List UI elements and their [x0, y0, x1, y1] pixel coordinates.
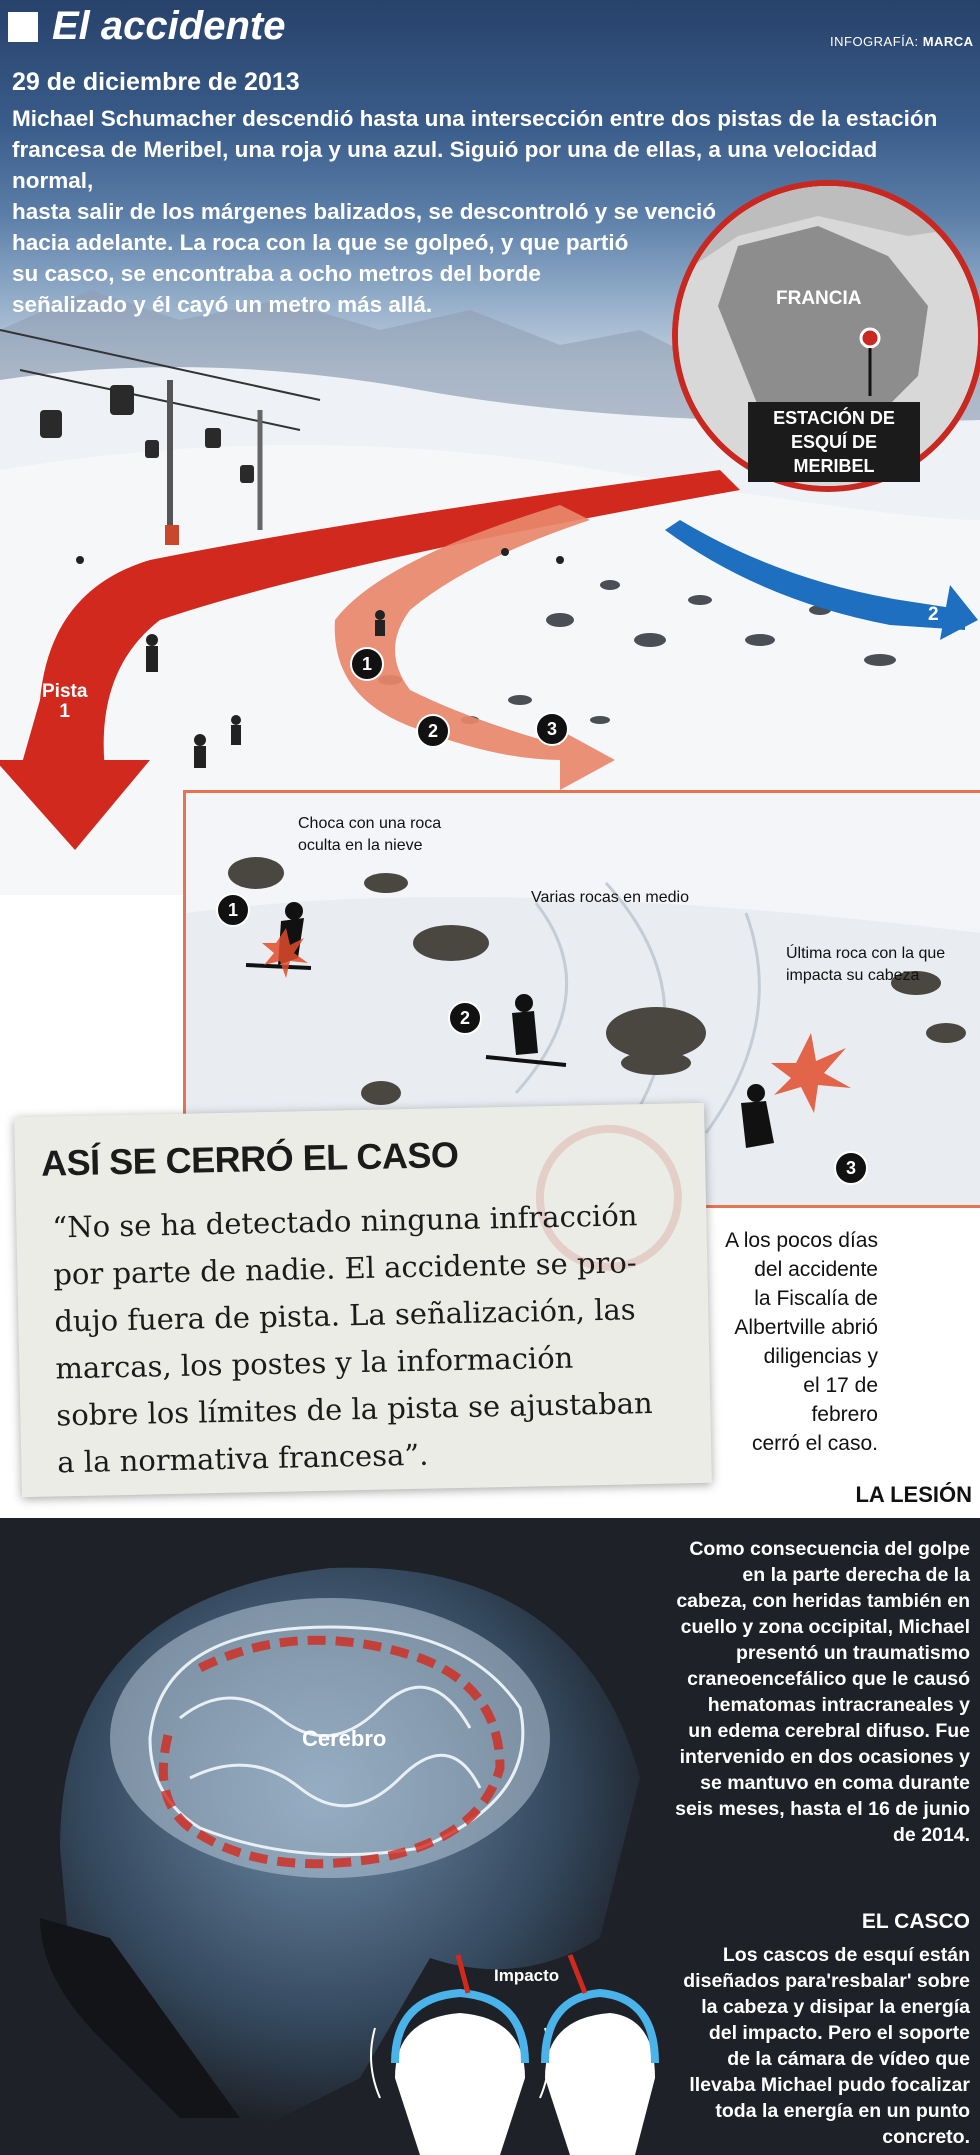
quote-text	[52, 1191, 688, 1486]
inset-marker-3: 3	[834, 1151, 868, 1185]
lesion-line: intervenido en dos ocasiones y	[679, 1746, 970, 1768]
inset-label-3-line: impacta su cabeza	[786, 967, 920, 984]
inset-label-3	[786, 943, 945, 987]
impact-label: Impacto	[494, 1966, 560, 1985]
station-label-line: ESQUÍ DE MERIBEL	[790, 432, 878, 476]
side-note-line: del accidente	[754, 1258, 878, 1281]
accident-date: 29 de diciembre de 2013	[12, 68, 300, 96]
title-square-icon	[8, 12, 38, 42]
case-closed-quote-panel	[14, 1103, 712, 1497]
inset-marker-1: 1	[216, 893, 250, 927]
side-note-line: diligencias y	[763, 1345, 878, 1368]
intro-line: francesa de Meribel, una roja y una azul. Siguió por una de ellas, a una velocidad normal,	[12, 137, 878, 193]
side-note-line: A los pocos días	[725, 1229, 878, 1252]
intro-line: señalizado y él cayó un metro más allá.	[12, 292, 433, 317]
side-note	[700, 1226, 878, 1458]
lesion-line: se mantuvo en coma durante	[700, 1772, 970, 1794]
lesion-line: un edema cerebral difuso. Fue	[688, 1720, 970, 1742]
quote-line: sobre los límites de la pista se ajustaban	[55, 1385, 653, 1433]
helmet-line: Los cascos de esquí están	[722, 1944, 970, 1966]
helmet-line: diseñados para'resbalar' sobre	[683, 1970, 970, 1992]
quote-line: a la normativa francesa”.	[56, 1437, 429, 1480]
lesion-line: hematomas intracraneales y	[707, 1694, 970, 1716]
helmet-line: toda la energía en un punto	[715, 2100, 970, 2122]
helmet-brain-illustration	[0, 1518, 660, 2155]
intro-line: Michael Schumacher descendió hasta una intersección entre dos pistas de la estación	[12, 106, 938, 131]
meribel-location-pin	[861, 329, 879, 347]
inset-label-3-line: Última roca con la que	[786, 945, 946, 962]
helmet-line: concreto.	[882, 2126, 970, 2148]
inset-marker-2: 2	[448, 1001, 482, 1035]
credit-name: MARCA	[922, 34, 974, 49]
marker-1: 1	[350, 647, 384, 681]
lesion-line: Como consecuencia del golpe	[689, 1538, 970, 1560]
marker-3: 3	[535, 712, 569, 746]
helmet-text	[655, 1942, 970, 2150]
quote-line: dujo fuera de pista. La señalización, las	[54, 1292, 636, 1339]
quote-line: marcas, los postes y la información	[55, 1340, 574, 1386]
intro-line: hasta salir de los márgenes balizados, se descontroló y se venció	[12, 199, 717, 224]
pista-1-label-number: 1	[59, 701, 70, 722]
lesion-line: cabeza, con heridas también en	[676, 1590, 970, 1612]
lesion-line: presentó un traumatismo	[735, 1642, 970, 1664]
side-note-line: febrero	[811, 1403, 878, 1426]
intro-line: hacia adelante. La roca con la que se golpeó, y que partió	[12, 230, 629, 255]
brain-label: Cerebro	[302, 1726, 387, 1751]
pista-2-label: 2	[928, 604, 939, 625]
lesion-heading: LA LESIÓN	[855, 1482, 972, 1507]
injury-panel	[0, 1518, 980, 2155]
pista-1-label-text: Pista	[42, 681, 88, 702]
helmet-line: la cabeza y disipar la energía	[701, 1996, 970, 2018]
map-country-label: FRANCIA	[776, 288, 862, 309]
quote-line: “No se ha detectado ninguna infracción	[52, 1198, 638, 1245]
lesion-line: craneoencefálico que le causó	[687, 1668, 970, 1690]
inset-label-1-line: oculta en la nieve	[298, 837, 423, 854]
lesion-text	[655, 1536, 970, 1848]
side-note-line: cerró el caso.	[751, 1432, 878, 1455]
helmet-line: de la cámara de vídeo que	[727, 2048, 970, 2070]
station-label	[748, 402, 920, 482]
credit-prefix: INFOGRAFÍA:	[830, 34, 919, 49]
lesion-line: en la parte derecha de la	[742, 1564, 970, 1586]
intro-line: su casco, se encontraba a ocho metros del borde	[12, 261, 541, 286]
inset-label-1-line: Choca con una roca	[298, 815, 442, 832]
accident-scene-panel	[0, 0, 980, 895]
page-title: El accidente	[52, 4, 286, 48]
lesion-line: de 2014.	[893, 1824, 970, 1846]
inset-label-1	[298, 813, 441, 857]
infographic-credit	[830, 34, 974, 49]
helmet-heading: EL CASCO	[861, 1910, 970, 1933]
quote-title: ASÍ SE CERRÓ EL CASO	[40, 1133, 459, 1184]
side-note-line: la Fiscalía de	[754, 1287, 878, 1310]
pista-1-label	[42, 682, 87, 722]
lesion-line: seis meses, hasta el 16 de junio	[675, 1798, 970, 1820]
station-label-line: ESTACIÓN DE	[773, 408, 895, 428]
inset-label-2: Varias rocas en medio	[531, 889, 689, 906]
marker-2: 2	[416, 714, 450, 748]
helmet-line: del impacto. Pero el soporte	[708, 2022, 970, 2044]
lesion-line: cuello y zona occipital, Michael	[680, 1616, 970, 1638]
quote-line: por parte de nadie. El accidente se pro-	[53, 1245, 637, 1292]
helmet-line: llevaba Michael pudo focalizar	[689, 2074, 970, 2096]
side-note-line: el 17 de	[803, 1374, 878, 1397]
side-note-line: Albertville abrió	[734, 1316, 878, 1339]
